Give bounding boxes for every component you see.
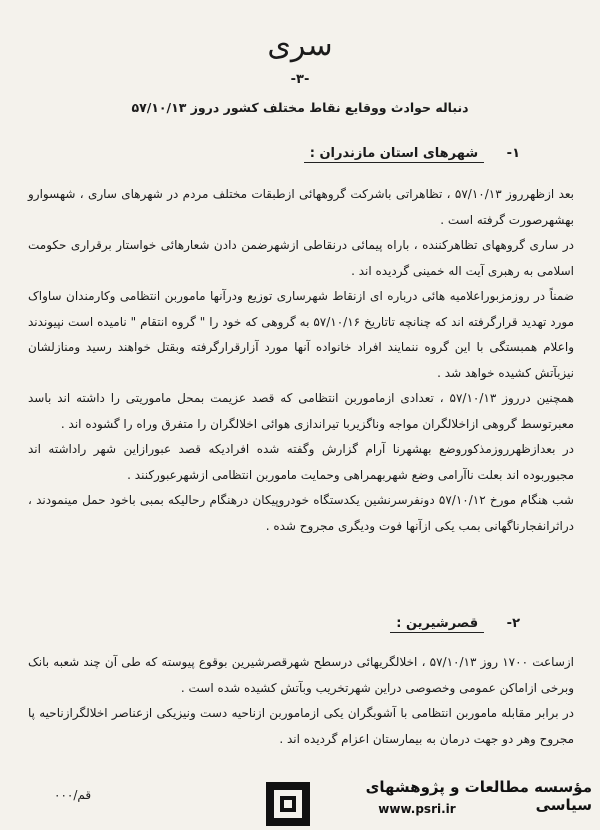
institute-name: مؤسسه مطالعات و پژوهشهای سیاسی [365, 778, 592, 814]
section-1-heading [304, 146, 520, 161]
paragraph: بعد ازظهرروز ۵۷/۱۰/۱۳ ، تظاهراتی باشرکت گروههائی ازطبقات مختلف مردم در شهرهای ساری ، شهسوارو بهشهرصورت گرفته است . [28, 187, 574, 227]
section-1-title: شهرهای استان مازندران : [304, 146, 484, 163]
institute-url[interactable]: www.psri.ir [378, 802, 456, 816]
paragraph: همچنین درروز ۵۷/۱۰/۱۳ ، تعدادی ازماموربن انتظامی که قصد عزیمت بمحل ماموریتی را داشته اند باسد معبرتوسط گروهی ازاخلالگران مواجه وناگزیربا تیراندازی هوائی اخلالگران را متفرق وراه را گشوده اند . [28, 391, 574, 431]
archive-code: قم/٠٠٠ [54, 788, 92, 802]
page-number: -٣- [290, 72, 310, 87]
paragraph: ضمناً در روزمزبوراعلامیه هائی درباره ای ازنقاط شهرساری توزیع ودرآنها ماموربن انتظامی وکارمندان ساواک مورد تهدید قرارگرفته اند که چنانچه تاتاریخ ۵۷/۱۰/۱۶ به گروهی که خود را " گروه انتقام " نامیده است نپیوندند واعلام همبستگی با این گروه ننمایند افراد خانواده آنها مورد آزارقرارگرفته وبقتل خواهند رسید ومنازلشان نیزبآتش کشیده خواهد شد . [28, 289, 575, 380]
section-2-title: قصرشیرین : [390, 616, 484, 633]
section-2-number: ۲- [506, 616, 520, 631]
section-2-body [28, 650, 574, 752]
section-2-heading [390, 616, 520, 631]
paragraph: در برابر مقابله ماموربن انتظامی با آشوبگران یکی ازماموربن ازناحیه دست ونیزیکی ازعناصر اخلالگرازناحیه پا مجروح وهر دو جهت درمان به بیمارستان اعزام گردیده اند . [28, 706, 574, 746]
section-1-body [28, 182, 574, 539]
paragraph: شب هنگام مورخ ۵۷/۱۰/۱۲ دونفرسرنشین یکدستگاه خودروپیکان درهنگام رحالیکه بمبی باخود حمل مینمودند ، دراثرانفجارناگهانی بمب یکی ازآنها فوت ودیگری مجروح شده . [28, 493, 574, 533]
paragraph: ازساعت ۱۷۰۰ روز ۵۷/۱۰/۱۳ ، اخلالگریهائی درسطح شهرقصرشیرین بوقوع پیوسته که طی آن چند شعبه بانک وبرخی ازاماکن عمومی وخصوصی دراین شهرتخریب وبآتش کشیده شده است . [28, 655, 575, 695]
institute-watermark [0, 774, 600, 828]
classification-stamp: سری [267, 28, 333, 63]
paragraph: در ساری گروههای تظاهرکننده ، باراه پیمائی درنقاطی ازشهرضمن دادن شعارهائی خواستار برقراری حکومت اسلامی به رهبری آیت اله خمینی گردیده اند . [28, 238, 574, 278]
paragraph: در بعدازظهرروزمذکوروضع بهشهرنا آرام گزارش وگفته شده افرادیکه قصد عبورازاین شهر راداشته اند مجبوربوده اند بعلت ناآرامی وضع شهربهمراهی وحمایت ماموربن انتظامی ازشهرعبورکنند . [28, 442, 574, 482]
institute-logo-icon [266, 782, 310, 826]
section-1-number: ۱- [506, 146, 520, 161]
document-heading: دنباله حوادث ووقایع نقاط مختلف کشور دروز ۵۷/۱۰/۱۳ [131, 100, 469, 115]
